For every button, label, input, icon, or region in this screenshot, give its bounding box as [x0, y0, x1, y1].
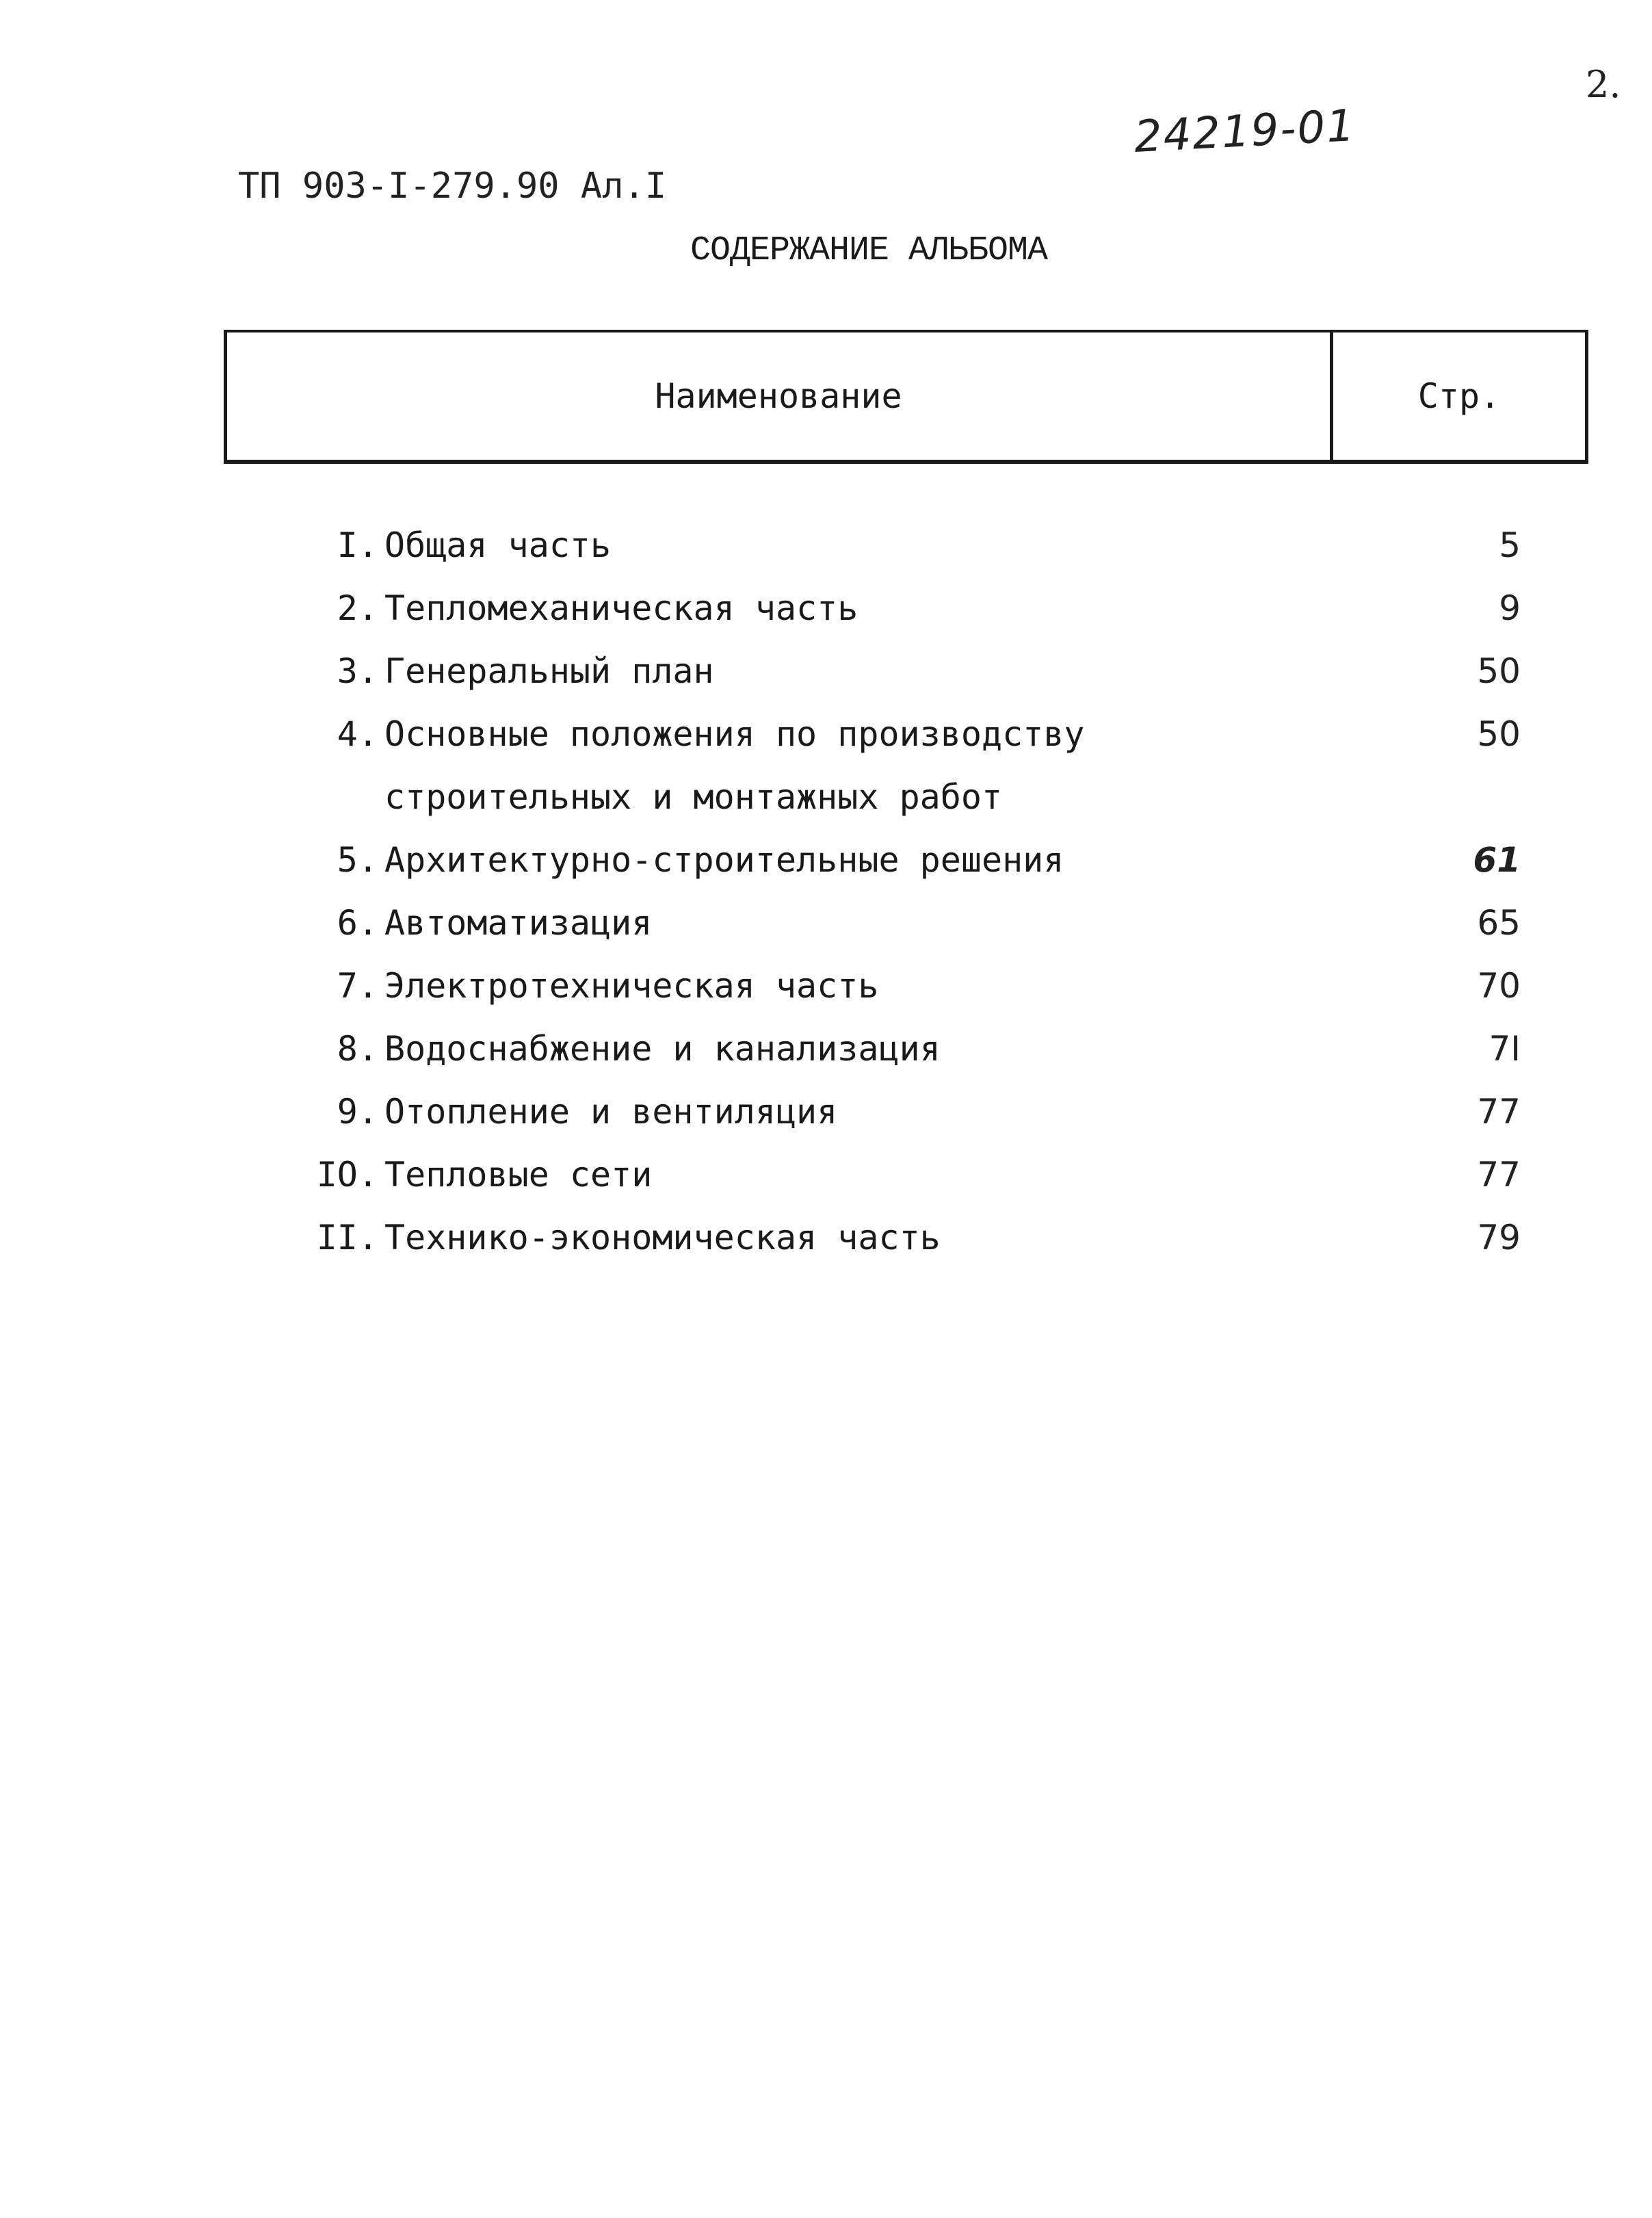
album-title: СОДЕРЖАНИЕ АЛЬБОМА: [690, 231, 1048, 270]
toc-item-number: I.: [337, 525, 378, 565]
toc-item-number: 8.: [337, 1029, 378, 1069]
toc-item-title: Генеральный план: [384, 651, 714, 691]
toc-item-continuation: [0, 777, 1652, 840]
toc-item-page: 50: [1477, 651, 1521, 691]
toc-header-page: Стр.: [1417, 376, 1501, 416]
toc-item-number: 6.: [337, 903, 378, 943]
toc-item: [0, 840, 1652, 903]
toc-item-title: Технико-экономическая часть: [384, 1218, 941, 1257]
toc-item-number: 9.: [337, 1092, 378, 1132]
toc-item: [0, 525, 1652, 588]
toc-item: [0, 903, 1652, 966]
toc-item-page: 9: [1499, 588, 1521, 628]
toc-item-page: 70: [1477, 966, 1521, 1006]
toc-item-page: 5: [1499, 525, 1521, 565]
toc-item: [0, 1029, 1652, 1092]
toc-item-number: 2.: [337, 588, 378, 628]
toc-item-title: Водоснабжение и канализация: [384, 1029, 941, 1069]
toc-table-header: [224, 330, 1588, 464]
toc-item-title: Тепломеханическая часть: [384, 588, 858, 628]
document-code: ТП 903-I-279.90 Ал.I: [238, 166, 667, 207]
toc-item-page: 79: [1477, 1218, 1521, 1257]
toc-item-page: 65: [1477, 903, 1521, 943]
toc-item-title: Тепловые сети: [384, 1155, 653, 1195]
toc-item-page: 50: [1477, 714, 1521, 754]
toc-item-title: Отопление и вентиляция: [384, 1092, 838, 1132]
toc-item-number: 7.: [337, 966, 378, 1006]
toc-item-number: 5.: [337, 840, 378, 880]
toc-item: [0, 1155, 1652, 1218]
toc-list: [0, 525, 1652, 1281]
toc-header-name: Наименование: [227, 332, 1333, 460]
toc-item-page: 77: [1477, 1155, 1521, 1195]
toc-item-number: 3.: [337, 651, 378, 691]
toc-item: [0, 966, 1652, 1029]
toc-item-title: Архитектурно-строительные решения: [384, 840, 1064, 880]
toc-item-page: 7I: [1489, 1029, 1521, 1069]
toc-item-page: 77: [1477, 1092, 1521, 1132]
toc-item-title: Общая часть: [384, 525, 612, 565]
toc-item-title: строительных и монтажных работ: [384, 777, 1003, 817]
toc-item-number: II.: [316, 1218, 378, 1257]
toc-item-title: Электротехническая часть: [384, 966, 879, 1006]
handwritten-code: 24219-01: [1133, 101, 1357, 163]
toc-item: [0, 651, 1652, 714]
toc-item-number: IO.: [316, 1155, 378, 1195]
toc-item: [0, 588, 1652, 651]
page-number: 2.: [1586, 63, 1621, 106]
toc-item: [0, 714, 1652, 777]
toc-item-title: Основные положения по производству: [384, 714, 1085, 754]
toc-item-number: 4.: [337, 714, 378, 754]
toc-item: [0, 1092, 1652, 1155]
toc-item: [0, 1218, 1652, 1281]
toc-item-title: Автоматизация: [384, 903, 653, 943]
toc-item-page: 61: [1473, 840, 1521, 880]
